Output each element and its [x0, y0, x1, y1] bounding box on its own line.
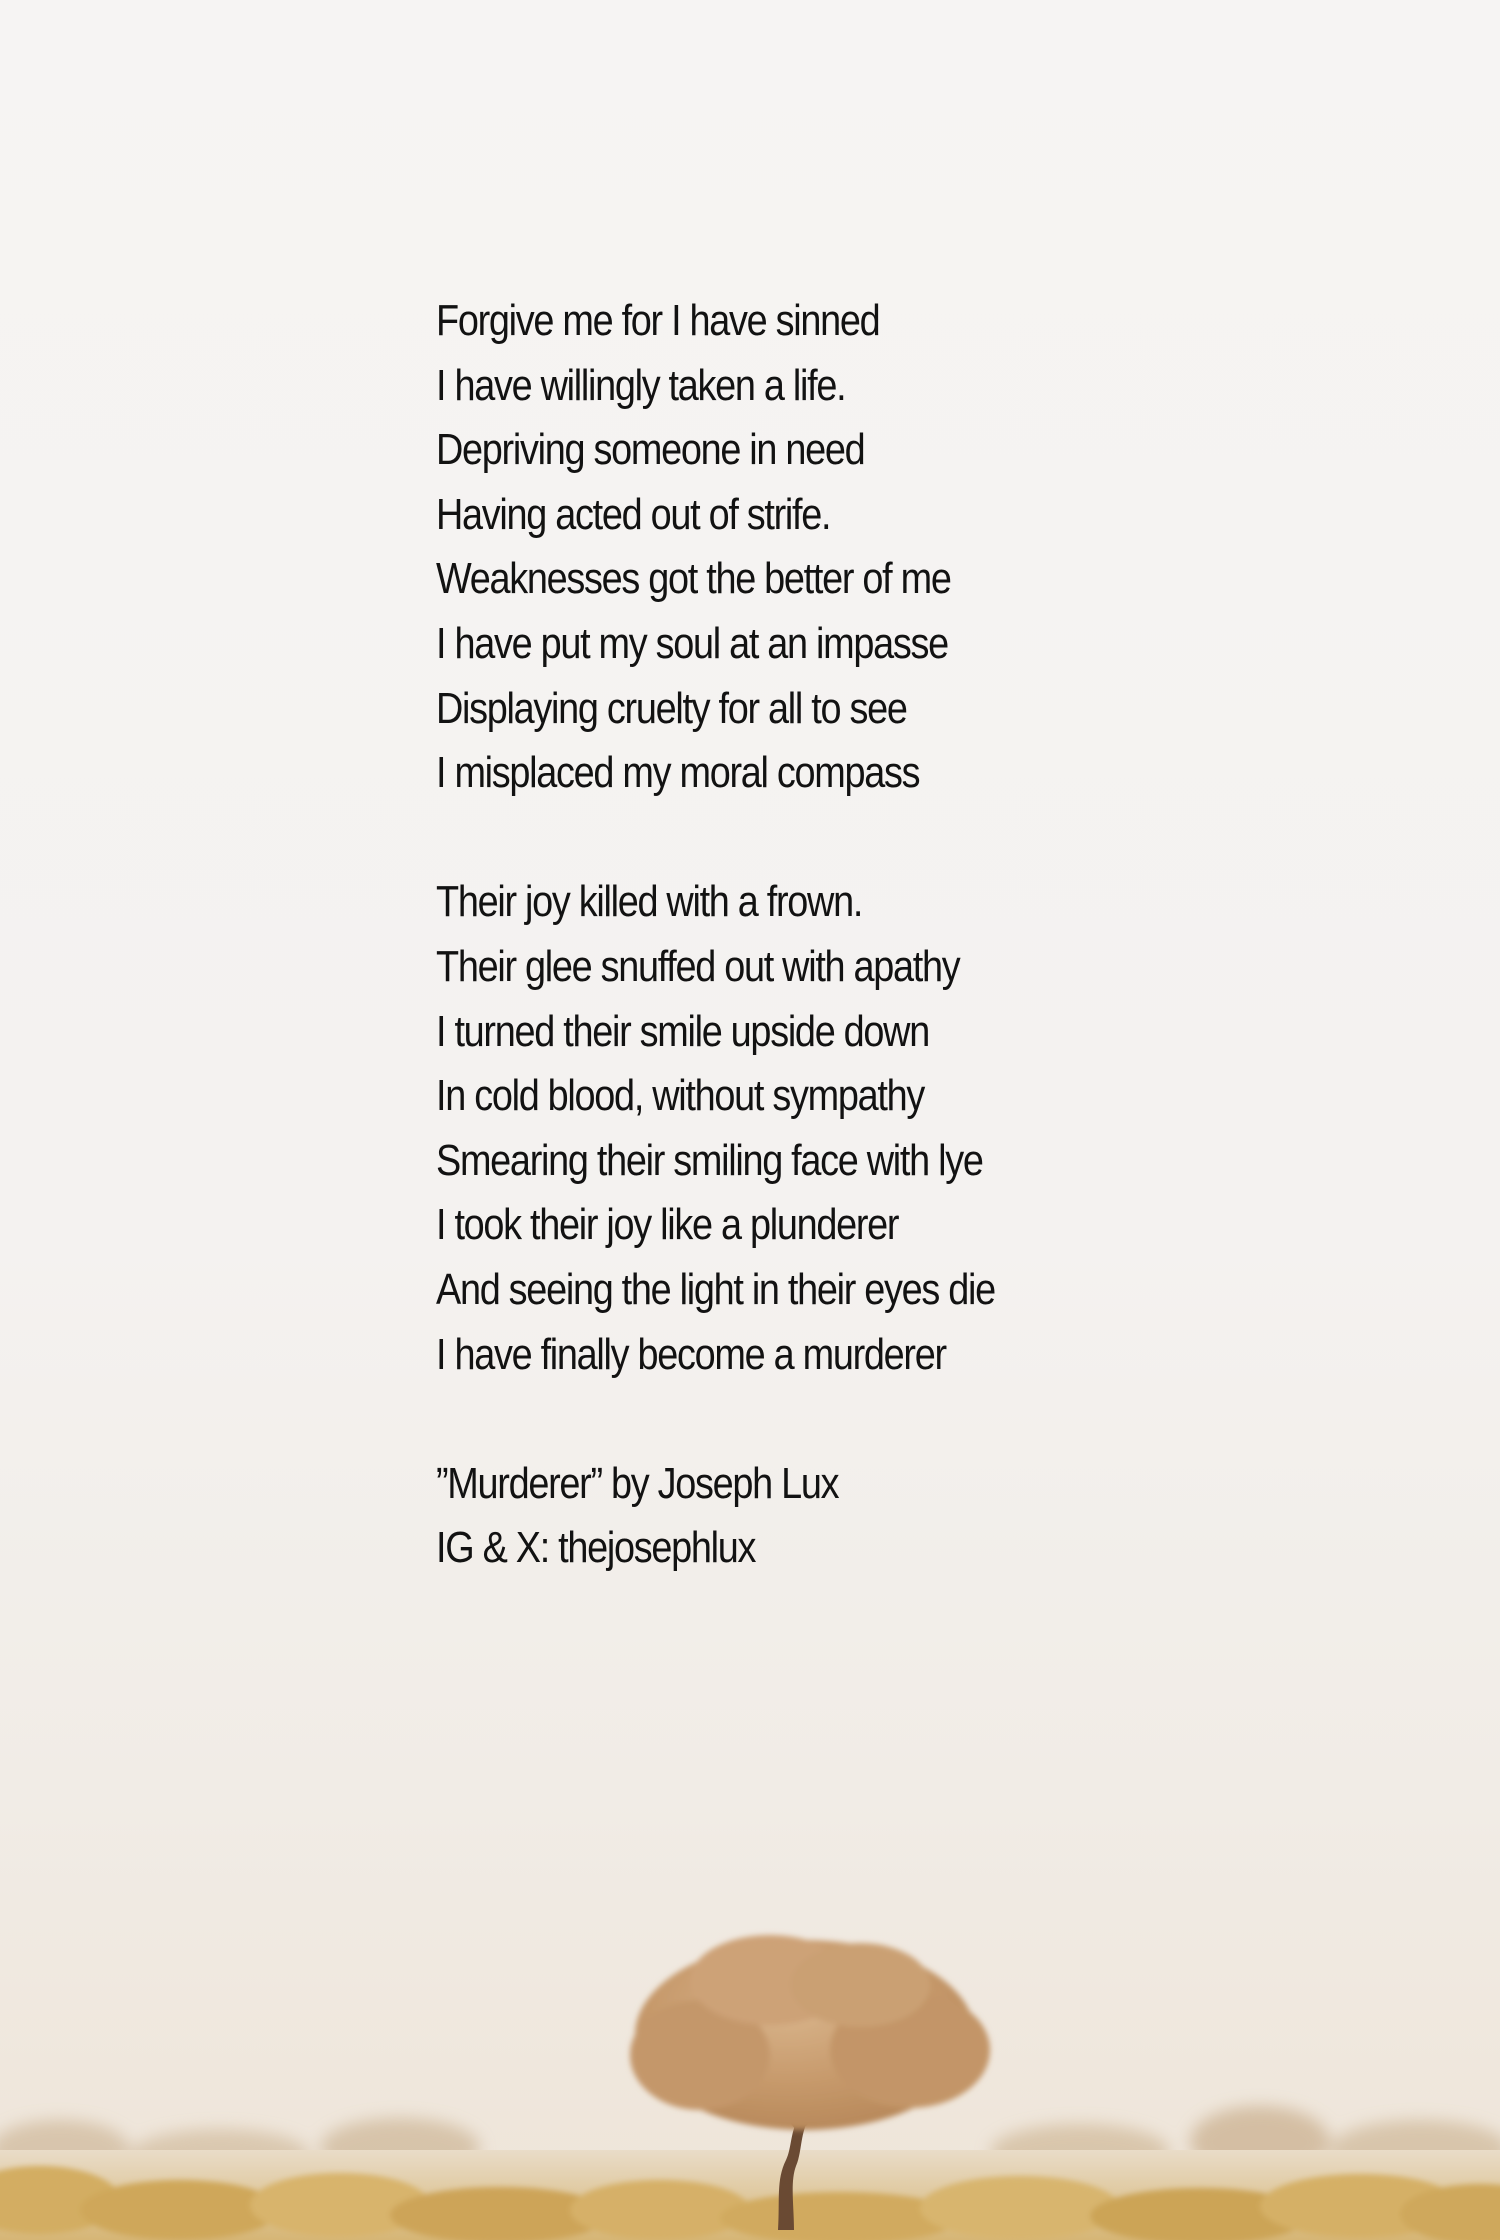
poem-line: Forgive me for I have sinned — [436, 296, 880, 345]
poem-credits — [436, 1452, 1038, 1581]
poem-line: Their joy killed with a frown. — [436, 877, 863, 927]
poem-line: I have put my soul at an impasse — [436, 618, 948, 668]
poem-line: In cold blood, without sympathy — [436, 1071, 924, 1121]
desert-tree-scene — [0, 1880, 1500, 2240]
social-handle: IG & X: thejosephlux — [436, 1523, 756, 1573]
poem-line: Displaying cruelty for all to see — [436, 683, 907, 733]
stanza-2 — [436, 870, 1038, 1387]
poem-title-credit: ”Murderer” by Joseph Lux — [436, 1458, 839, 1508]
poem-line: I have willingly taken a life. — [436, 360, 846, 410]
poem-text — [436, 289, 1038, 1645]
poem-line: I took their joy like a plunderer — [436, 1200, 899, 1250]
poem-line: Depriving someone in need — [436, 425, 865, 475]
tree-canopy — [630, 1935, 990, 2130]
poem-line: Having acted out of strife. — [436, 489, 831, 539]
poem-line: I misplaced my moral compass — [436, 748, 920, 798]
poem-line: And seeing the light in their eyes die — [436, 1264, 995, 1314]
stanza-1 — [436, 289, 1038, 806]
poem-line: Weaknesses got the better of me — [436, 554, 951, 604]
poem-line: I have finally become a murderer — [436, 1329, 946, 1379]
poem-line: Smearing their smiling face with lye — [436, 1135, 983, 1185]
poem-line: I turned their smile upside down — [436, 1006, 929, 1056]
poem-line: Their glee snuffed out with apathy — [436, 941, 960, 991]
